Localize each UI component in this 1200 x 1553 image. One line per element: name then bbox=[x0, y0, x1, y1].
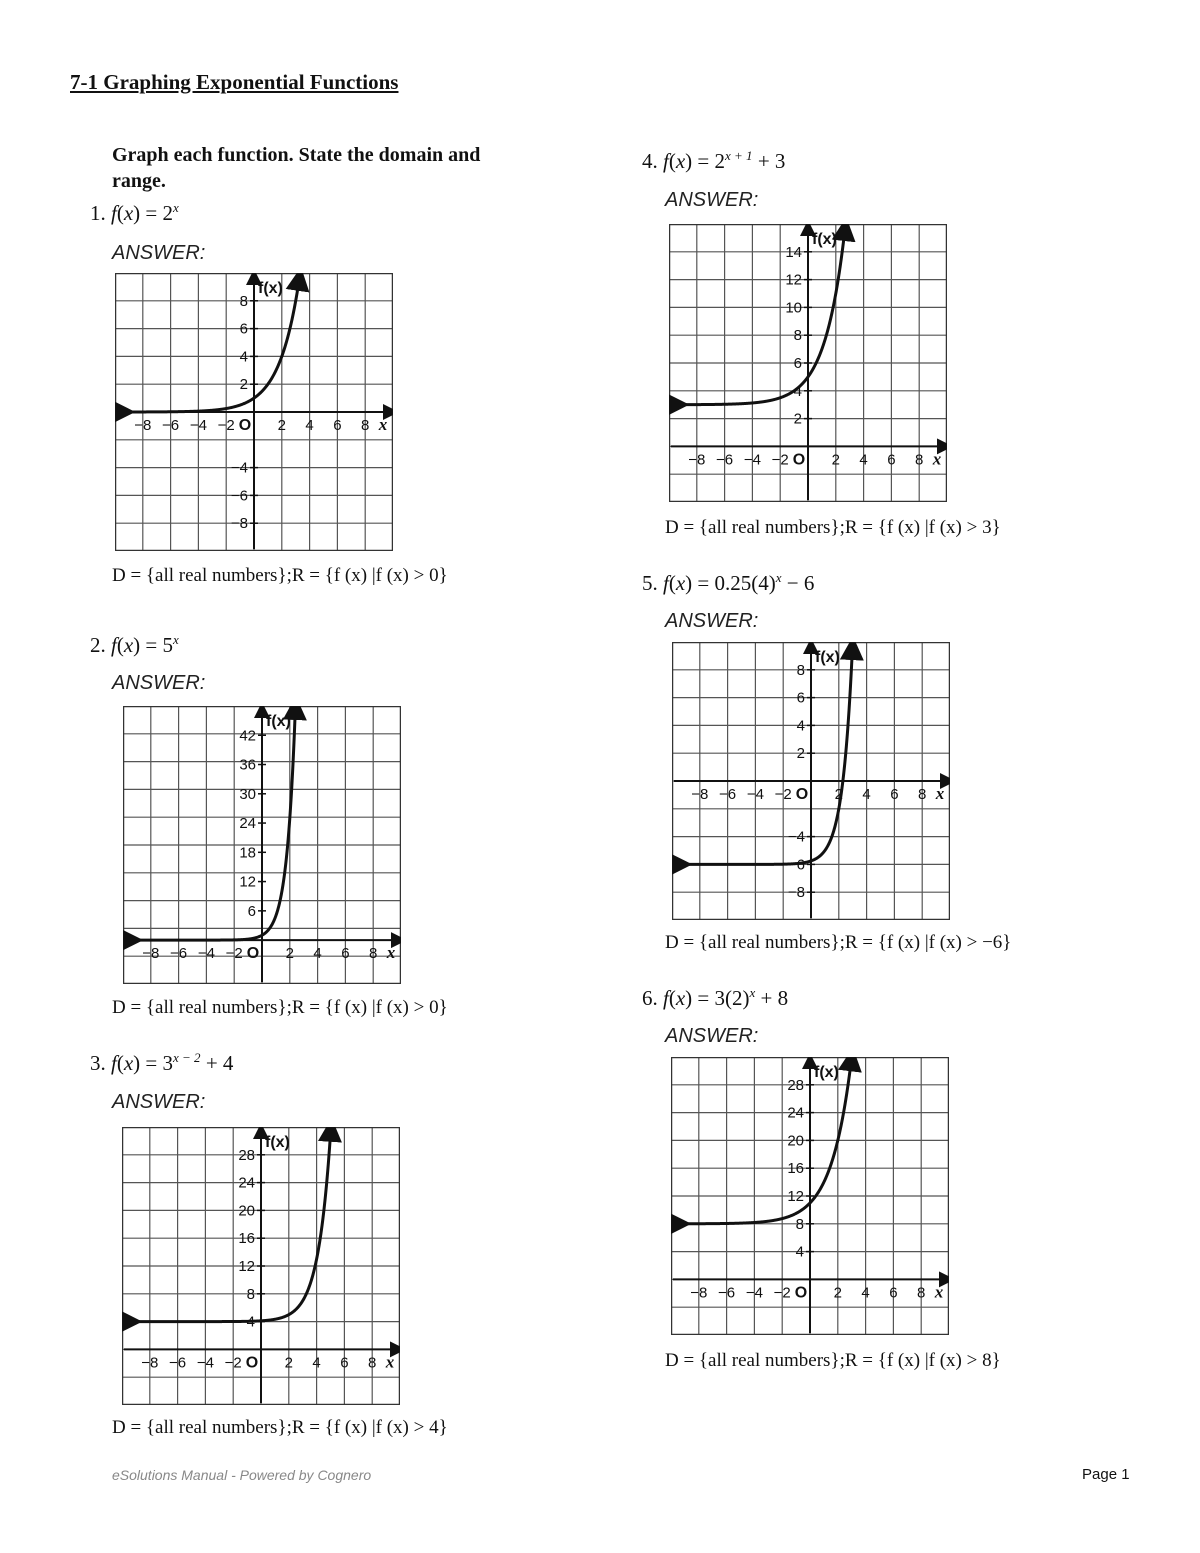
function-base: 0.25(4) bbox=[714, 571, 776, 595]
problem-number: 5. bbox=[642, 571, 658, 595]
problem-number: 4. bbox=[642, 149, 658, 173]
problem-number: 2. bbox=[90, 633, 106, 657]
x-tick-label: 6 bbox=[333, 417, 342, 434]
function-exponent: x − 2 bbox=[173, 1050, 201, 1065]
y-tick-label: 6 bbox=[247, 902, 256, 920]
y-tick-label: 8 bbox=[793, 327, 802, 345]
x-tick-label: 4 bbox=[859, 451, 868, 469]
problem-3: 3. $f(x) = 3^{x - 2} + 4$ bbox=[90, 1050, 234, 1075]
y-tick-label: 6 bbox=[793, 355, 802, 372]
y-tick-label: 28 bbox=[787, 1076, 804, 1094]
function-base: 2 bbox=[162, 201, 174, 225]
y-tick-label: 8 bbox=[796, 661, 805, 679]
x-tick-label: 2 bbox=[831, 451, 840, 469]
x-tick-label: −8 bbox=[141, 1354, 159, 1372]
x-tick-label: 6 bbox=[341, 945, 350, 963]
graph-svg bbox=[123, 706, 401, 984]
x-tick-label: 2 bbox=[834, 786, 843, 803]
x-tick-label: 2 bbox=[284, 1354, 293, 1372]
function-tail: + 3 bbox=[752, 149, 786, 173]
graph-svg bbox=[122, 1127, 400, 1405]
function-curve bbox=[677, 229, 845, 405]
function-curve bbox=[680, 648, 852, 864]
function-curve bbox=[123, 279, 299, 412]
y-axis-label: f(x) bbox=[258, 280, 283, 297]
x-tick-label: 4 bbox=[313, 945, 322, 963]
y-tick-label: 42 bbox=[239, 727, 256, 745]
problem-4: 4. $f(x) = 2^{x + 1} + 3$ bbox=[642, 148, 786, 173]
x-tick-label: −2 bbox=[773, 1284, 791, 1302]
y-tick-label: 20 bbox=[238, 1202, 255, 1220]
origin-label: O bbox=[792, 451, 806, 469]
y-tick-label: 4 bbox=[796, 717, 805, 735]
y-tick-label: −6 bbox=[787, 856, 805, 874]
function-curve bbox=[679, 1059, 851, 1223]
x-tick-label: −8 bbox=[691, 786, 709, 803]
x-tick-label: −2 bbox=[217, 417, 235, 434]
x-tick-label: 2 bbox=[277, 417, 286, 434]
y-axis-label: f(x) bbox=[815, 649, 840, 666]
problem-6: 6. $f(x) = 3(2)^x + 8$ bbox=[642, 985, 789, 1010]
y-tick-label: 10 bbox=[785, 299, 802, 317]
x-tick-label: 8 bbox=[368, 1354, 377, 1372]
y-tick-label: 12 bbox=[787, 1188, 804, 1205]
y-tick-label: 2 bbox=[796, 745, 805, 763]
x-tick-label: 8 bbox=[918, 786, 927, 803]
y-tick-label: −8 bbox=[230, 515, 248, 533]
x-tick-label: −2 bbox=[774, 786, 792, 803]
y-tick-label: −6 bbox=[230, 487, 248, 505]
function-exponent: x + 1 bbox=[725, 148, 753, 163]
y-tick-label: 8 bbox=[239, 292, 248, 310]
y-tick-label: −4 bbox=[230, 459, 248, 477]
graph-svg bbox=[669, 224, 947, 502]
function-exponent: x bbox=[775, 570, 782, 585]
page-title: 7-1 Graphing Exponential Functions bbox=[70, 70, 399, 94]
graph-svg bbox=[671, 1057, 949, 1335]
domain-range-4: D = {all real numbers};R = {f (x) |f (x) > 3} bbox=[665, 517, 1001, 538]
x-tick-label: 8 bbox=[369, 945, 378, 963]
y-tick-label: 24 bbox=[238, 1174, 255, 1192]
x-tick-label: −4 bbox=[745, 1284, 763, 1302]
x-tick-label: −6 bbox=[162, 417, 180, 434]
x-tick-label: −4 bbox=[197, 945, 215, 963]
y-tick-label: 8 bbox=[795, 1215, 804, 1233]
x-tick-label: −2 bbox=[771, 451, 789, 469]
y-tick-label: 2 bbox=[793, 410, 802, 428]
domain-range-2: D = {all real numbers};R = {f (x) |f (x) > 0} bbox=[112, 997, 448, 1018]
x-axis-label: x bbox=[386, 943, 396, 963]
footer-credit: eSolutions Manual - Powered by Cognero bbox=[112, 1467, 372, 1483]
function-tail: + 8 bbox=[755, 986, 789, 1010]
y-tick-label: 12 bbox=[238, 1258, 255, 1275]
function-base: 3(2) bbox=[714, 986, 750, 1010]
graph-1 bbox=[115, 273, 393, 551]
y-tick-label: 4 bbox=[795, 1243, 804, 1261]
y-tick-label: 18 bbox=[239, 844, 256, 862]
x-tick-label: 4 bbox=[861, 1284, 870, 1302]
function-base: 5 bbox=[162, 633, 174, 657]
function-tail: − 6 bbox=[781, 571, 815, 595]
y-tick-label: 4 bbox=[239, 348, 248, 366]
x-tick-label: 8 bbox=[915, 451, 924, 469]
x-tick-label: −8 bbox=[142, 945, 160, 963]
y-tick-label: −8 bbox=[787, 884, 805, 902]
graph-svg bbox=[672, 642, 950, 920]
answer-label: ANSWER: bbox=[112, 672, 206, 694]
x-tick-label: −2 bbox=[225, 945, 243, 963]
x-tick-label: 6 bbox=[340, 1354, 349, 1372]
y-tick-label: 14 bbox=[785, 243, 802, 261]
x-tick-label: −8 bbox=[134, 417, 152, 434]
x-tick-label: 2 bbox=[833, 1284, 842, 1302]
problem-number: 1. bbox=[90, 201, 106, 225]
origin-label: O bbox=[238, 417, 252, 434]
graph-3 bbox=[122, 1127, 400, 1405]
graph-6 bbox=[671, 1057, 949, 1335]
x-tick-label: 6 bbox=[887, 451, 896, 469]
y-tick-label: 24 bbox=[787, 1104, 804, 1122]
x-tick-label: 8 bbox=[361, 417, 370, 434]
answer-label: ANSWER: bbox=[112, 242, 206, 264]
x-tick-label: −6 bbox=[169, 1354, 187, 1372]
function-exponent: x bbox=[173, 200, 179, 215]
y-axis-label: f(x) bbox=[266, 713, 291, 730]
function-exponent: x bbox=[173, 632, 179, 647]
y-tick-label: −4 bbox=[787, 828, 805, 846]
x-tick-label: −6 bbox=[718, 1284, 736, 1302]
problem-number: 3. bbox=[90, 1051, 106, 1075]
origin-label: O bbox=[245, 1354, 259, 1372]
y-tick-label: 30 bbox=[239, 785, 256, 803]
x-tick-label: −4 bbox=[196, 1354, 214, 1372]
domain-range-3: D = {all real numbers};R = {f (x) |f (x) > 4} bbox=[112, 1417, 448, 1438]
y-tick-label: 20 bbox=[787, 1132, 804, 1150]
origin-label: O bbox=[794, 1284, 808, 1302]
function-base: 2 bbox=[714, 149, 726, 173]
y-tick-label: 4 bbox=[246, 1313, 255, 1331]
domain-range-6: D = {all real numbers};R = {f (x) |f (x) > 8} bbox=[665, 1350, 1001, 1371]
x-tick-label: 6 bbox=[890, 786, 899, 803]
x-tick-label: −8 bbox=[690, 1284, 708, 1302]
x-tick-label: 8 bbox=[917, 1284, 926, 1302]
x-tick-label: −4 bbox=[743, 451, 761, 469]
origin-label: O bbox=[246, 945, 260, 963]
answer-label: ANSWER: bbox=[665, 1025, 759, 1047]
x-tick-label: 4 bbox=[305, 417, 314, 434]
x-tick-label: −6 bbox=[170, 945, 188, 963]
x-tick-label: −4 bbox=[189, 417, 207, 434]
answer-label: ANSWER: bbox=[112, 1091, 206, 1113]
function-curve bbox=[130, 1130, 330, 1322]
y-tick-label: 6 bbox=[239, 320, 248, 338]
domain-range-1: D = {all real numbers};R = {f (x) |f (x) > 0} bbox=[112, 565, 448, 586]
y-tick-label: 12 bbox=[785, 271, 802, 289]
y-tick-label: 16 bbox=[238, 1230, 255, 1248]
origin-label: O bbox=[795, 786, 809, 803]
x-axis-label: x bbox=[935, 784, 945, 803]
x-axis-label: x bbox=[934, 1282, 944, 1302]
y-axis-label: f(x) bbox=[265, 1134, 290, 1151]
x-tick-label: −6 bbox=[719, 786, 737, 803]
problem-5: 5. $f(x) = 0.25(4)^x - 6$ bbox=[642, 570, 815, 595]
y-tick-label: 6 bbox=[796, 689, 805, 707]
y-tick-label: 16 bbox=[787, 1160, 804, 1178]
function-base: 3 bbox=[162, 1051, 174, 1075]
x-tick-label: −8 bbox=[688, 451, 706, 469]
y-axis-label: f(x) bbox=[812, 231, 837, 248]
x-tick-label: 4 bbox=[862, 786, 871, 803]
y-tick-label: 12 bbox=[239, 873, 256, 891]
x-tick-label: 2 bbox=[285, 945, 294, 963]
graph-4 bbox=[669, 224, 947, 502]
function-tail: + 4 bbox=[200, 1051, 234, 1075]
graph-5 bbox=[672, 642, 950, 920]
x-axis-label: x bbox=[378, 415, 388, 434]
y-tick-label: 36 bbox=[239, 756, 256, 774]
graph-2 bbox=[123, 706, 401, 984]
answer-label: ANSWER: bbox=[665, 610, 759, 632]
y-tick-label: 2 bbox=[239, 376, 248, 394]
instructions: Graph each function. State the domain and range. bbox=[112, 144, 481, 192]
domain-range-5: D = {all real numbers};R = {f (x) |f (x) > −6} bbox=[665, 932, 1012, 953]
y-axis-label: f(x) bbox=[814, 1064, 839, 1081]
problem-number: 6. bbox=[642, 986, 658, 1010]
function-curve bbox=[131, 708, 295, 940]
function-exponent: x bbox=[749, 985, 756, 1000]
y-tick-label: 4 bbox=[793, 382, 802, 400]
page-number: Page 1 bbox=[1082, 1466, 1130, 1483]
x-tick-label: −4 bbox=[746, 786, 764, 803]
x-tick-label: −2 bbox=[224, 1354, 242, 1372]
x-axis-label: x bbox=[385, 1352, 395, 1372]
x-tick-label: 6 bbox=[889, 1284, 898, 1302]
graph-svg bbox=[115, 273, 393, 551]
y-tick-label: 8 bbox=[246, 1285, 255, 1303]
y-tick-label: 28 bbox=[238, 1146, 255, 1164]
x-tick-label: −6 bbox=[716, 451, 734, 469]
x-axis-label: x bbox=[932, 449, 942, 469]
problem-2: 2. $f(x) = 5^x$ bbox=[90, 632, 179, 657]
problem-1: 1. $f(x) = 2^x$ bbox=[90, 200, 179, 225]
answer-label: ANSWER: bbox=[665, 189, 759, 211]
y-tick-label: 24 bbox=[239, 815, 256, 833]
x-tick-label: 4 bbox=[312, 1354, 321, 1372]
